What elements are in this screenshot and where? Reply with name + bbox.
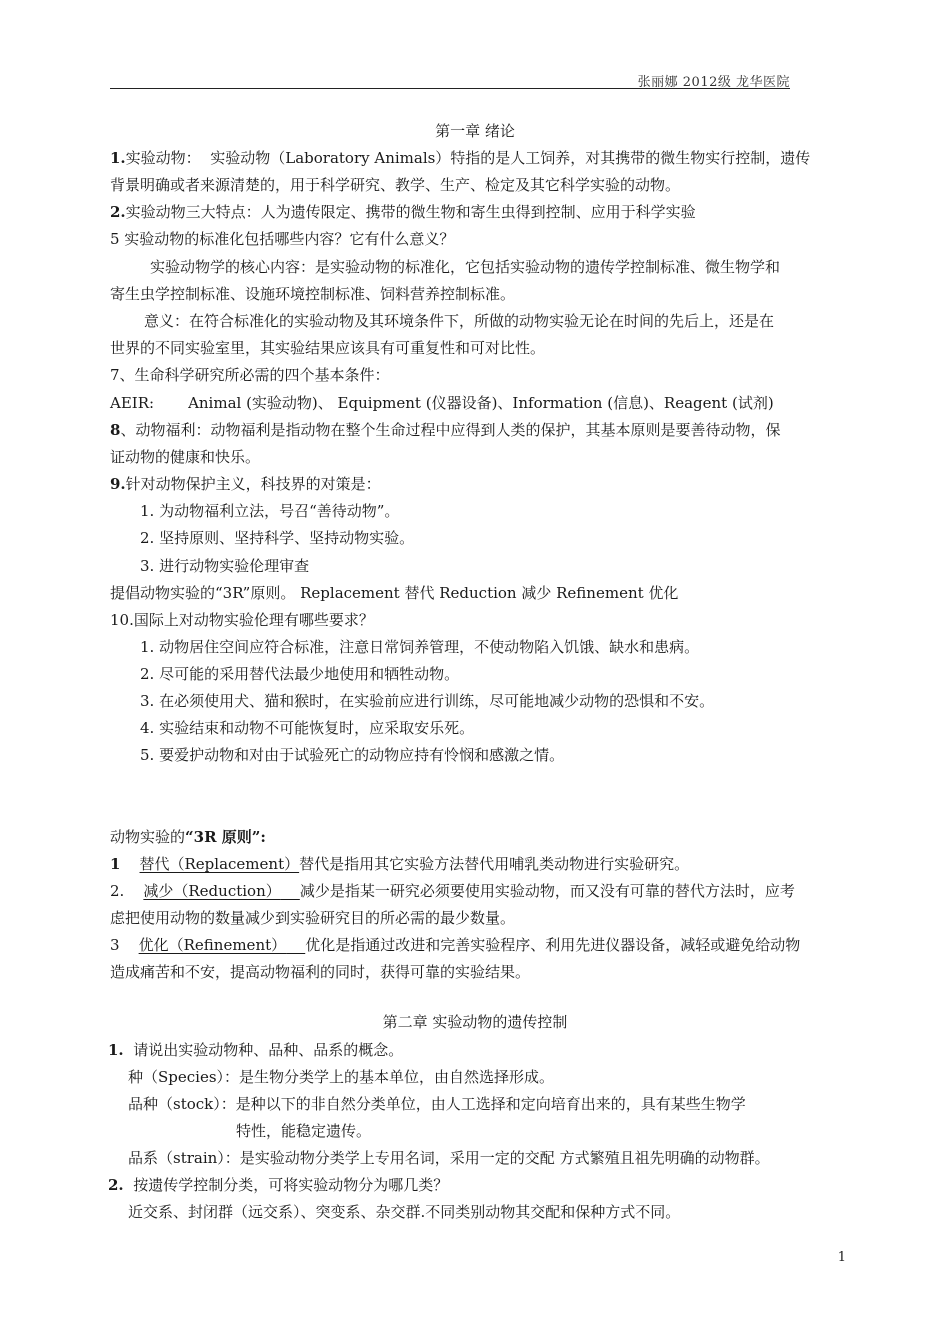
item-1-text: 实验动物（Laboratory Animals）特指的是人工饲养，对其携带的微生物实行控制，遗传 <box>210 149 811 167</box>
item-1-head: 实验动物： <box>125 149 201 167</box>
header-rule <box>110 88 790 89</box>
list-item: 2. 坚持原则、坚持科学、坚持动物实验。 <box>140 529 415 547</box>
item-2 <box>110 201 850 223</box>
3r-replacement-text: 替代是指用其它实验方法替代用哺乳类动物进行实验研究。 <box>299 855 690 873</box>
significance <box>144 310 884 332</box>
3r-title <box>110 826 850 848</box>
3r-reduction <box>110 880 850 902</box>
standardization-content: 实验动物学的核心内容：是实验动物的标准化，它包括实验动物的遗传学控制标准、微生物学和 <box>150 258 781 276</box>
aeir-line <box>110 392 850 414</box>
def-species: 种（Species）：是生物分类学上的基本单位，由自然选择形成。 <box>128 1068 555 1086</box>
3r-title-a: 动物实验的 <box>110 828 186 846</box>
item-5-question: 5 实验动物的标准化包括哪些内容？它有什么意义？ <box>110 230 455 248</box>
list-item: 3. 进行动物实验伦理审查 <box>140 557 310 575</box>
chapter-1-title: 第一章 绪论 <box>435 122 515 140</box>
item-1-num: 1. <box>110 149 126 167</box>
list-item: 1. 动物居住空间应符合标准，注意日常饲养管理，不使动物陷入饥饿、缺水和患病。 <box>140 638 700 656</box>
aeir-label: AEIR: <box>110 394 155 412</box>
page-number: 1 <box>837 1250 846 1265</box>
ch2-q2-text: 按遗传学控制分类，可将实验动物分为哪几类？ <box>133 1176 449 1194</box>
3r-replacement-term: 替代（Replacement） <box>139 855 300 873</box>
item-9 <box>110 473 850 495</box>
ch2-q1-num: 1. <box>108 1041 124 1059</box>
item-8-num: 8 <box>110 421 121 439</box>
ch2-a2: 近交系、封闭群（远交系）、突变系、杂交群.不同类别动物其交配和保种方式不同。 <box>128 1203 681 1221</box>
aeir-text: Animal (实验动物)、 Equipment (仪器设备)、Information (信息)、Reagent (试剂) <box>188 394 774 412</box>
3r-reduction-text: 减少是指某一研究必须要使用实验动物，而又没有可靠的替代方法时，应考 <box>299 882 795 900</box>
significance-cont: 世界的不同实验室里，其实验结果应该具有可重复性和可对比性。 <box>110 339 546 357</box>
item-10: 10.国际上对动物实验伦理有哪些要求？ <box>110 611 374 629</box>
list-item: 3. 在必须使用犬、猫和猴时，在实验前应进行训练，尽可能地减少动物的恐惧和不安。 <box>140 692 715 710</box>
item-8-head: 、动物福利： <box>120 421 211 439</box>
3r-refinement-term: 优化（Refinement） <box>138 936 287 954</box>
3r-title-b: “3R 原则”: <box>185 828 266 846</box>
3r-refinement-cont: 造成痛苦和不安，提高动物福利的同时，获得可靠的实验结果。 <box>110 963 531 981</box>
header-text: 张丽娜 2012级 龙华医院 <box>637 75 790 90</box>
ch2-q2-num: 2. <box>108 1176 124 1194</box>
list-item: 5. 要爱护动物和对由于试验死亡的动物应持有怜悯和感激之情。 <box>140 746 565 764</box>
3r-refinement-num: 3 <box>110 936 120 954</box>
3r-principle-line: 提倡动物实验的“3R”原则。 Replacement 替代 Reduction 减少 Refinement 优化 <box>110 584 679 602</box>
list-item: 4. 实验结束和动物不可能恢复时，应采取安乐死。 <box>140 719 475 737</box>
3r-replacement <box>110 853 850 875</box>
significance-head: 意义： <box>144 312 190 330</box>
significance-text: 在符合标准化的实验动物及其环境条件下，所做的动物实验无论在时间的先后上，还是在 <box>189 312 775 330</box>
item-2-num: 2. <box>110 203 126 221</box>
item-9-num: 9. <box>110 475 126 493</box>
list-item: 2. 尽可能的采用替代法最少地使用和牺牲动物。 <box>140 665 460 683</box>
3r-refinement-text: 优化是指通过改进和完善实验程序、利用先进仪器设备，减轻或避免给动物 <box>305 936 801 954</box>
def-stock: 品种（stock）：是种以下的非自然分类单位，由人工选择和定向培育出来的，具有某些生物学 <box>128 1095 746 1113</box>
standardization-content-cont: 寄生虫学控制标准、设施环境控制标准、饲料营养控制标准。 <box>110 285 516 303</box>
chapter-2-title: 第二章 实验动物的遗传控制 <box>382 1013 568 1031</box>
def-stock-cont: 特性，能稳定遗传。 <box>236 1122 372 1140</box>
list-item: 1. 为动物福利立法，号召“善待动物”。 <box>140 502 400 520</box>
ch2-q1 <box>108 1039 848 1061</box>
def-strain: 品系（strain）：是实验动物分类学上专用名词，采用一定的交配 方式繁殖且祖先明确的动物群。 <box>128 1149 770 1167</box>
3r-reduction-term: 减少（Reduction） <box>143 882 281 900</box>
3r-replacement-num: 1 <box>110 855 121 873</box>
item-8 <box>110 419 850 441</box>
item-1 <box>110 147 850 169</box>
item-7: 7、生命科学研究所必需的四个基本条件： <box>110 366 390 384</box>
3r-reduction-cont: 虑把使用动物的数量减少到实验研究目的所必需的最少数量。 <box>110 909 516 927</box>
item-9-text: 针对动物保护主义，科技界的对策是： <box>125 475 381 493</box>
item-8-cont: 证动物的健康和快乐。 <box>110 448 261 466</box>
3r-reduction-num: 2. <box>110 882 125 900</box>
item-1-cont: 背景明确或者来源清楚的，用于科学研究、教学、生产、检定及其它科学实验的动物。 <box>110 176 681 194</box>
ch2-q2 <box>108 1174 848 1196</box>
3r-refinement <box>110 934 850 956</box>
ch2-q1-text: 请说出实验动物种、品种、品系的概念。 <box>133 1041 404 1059</box>
item-2-text: 实验动物三大特点：人为遗传限定、携带的微生物和寄生虫得到控制、应用于科学实验 <box>125 203 696 221</box>
item-8-text: 动物福利是指动物在整个生命过程中应得到人类的保护，其基本原则是要善待动物，保 <box>210 421 781 439</box>
